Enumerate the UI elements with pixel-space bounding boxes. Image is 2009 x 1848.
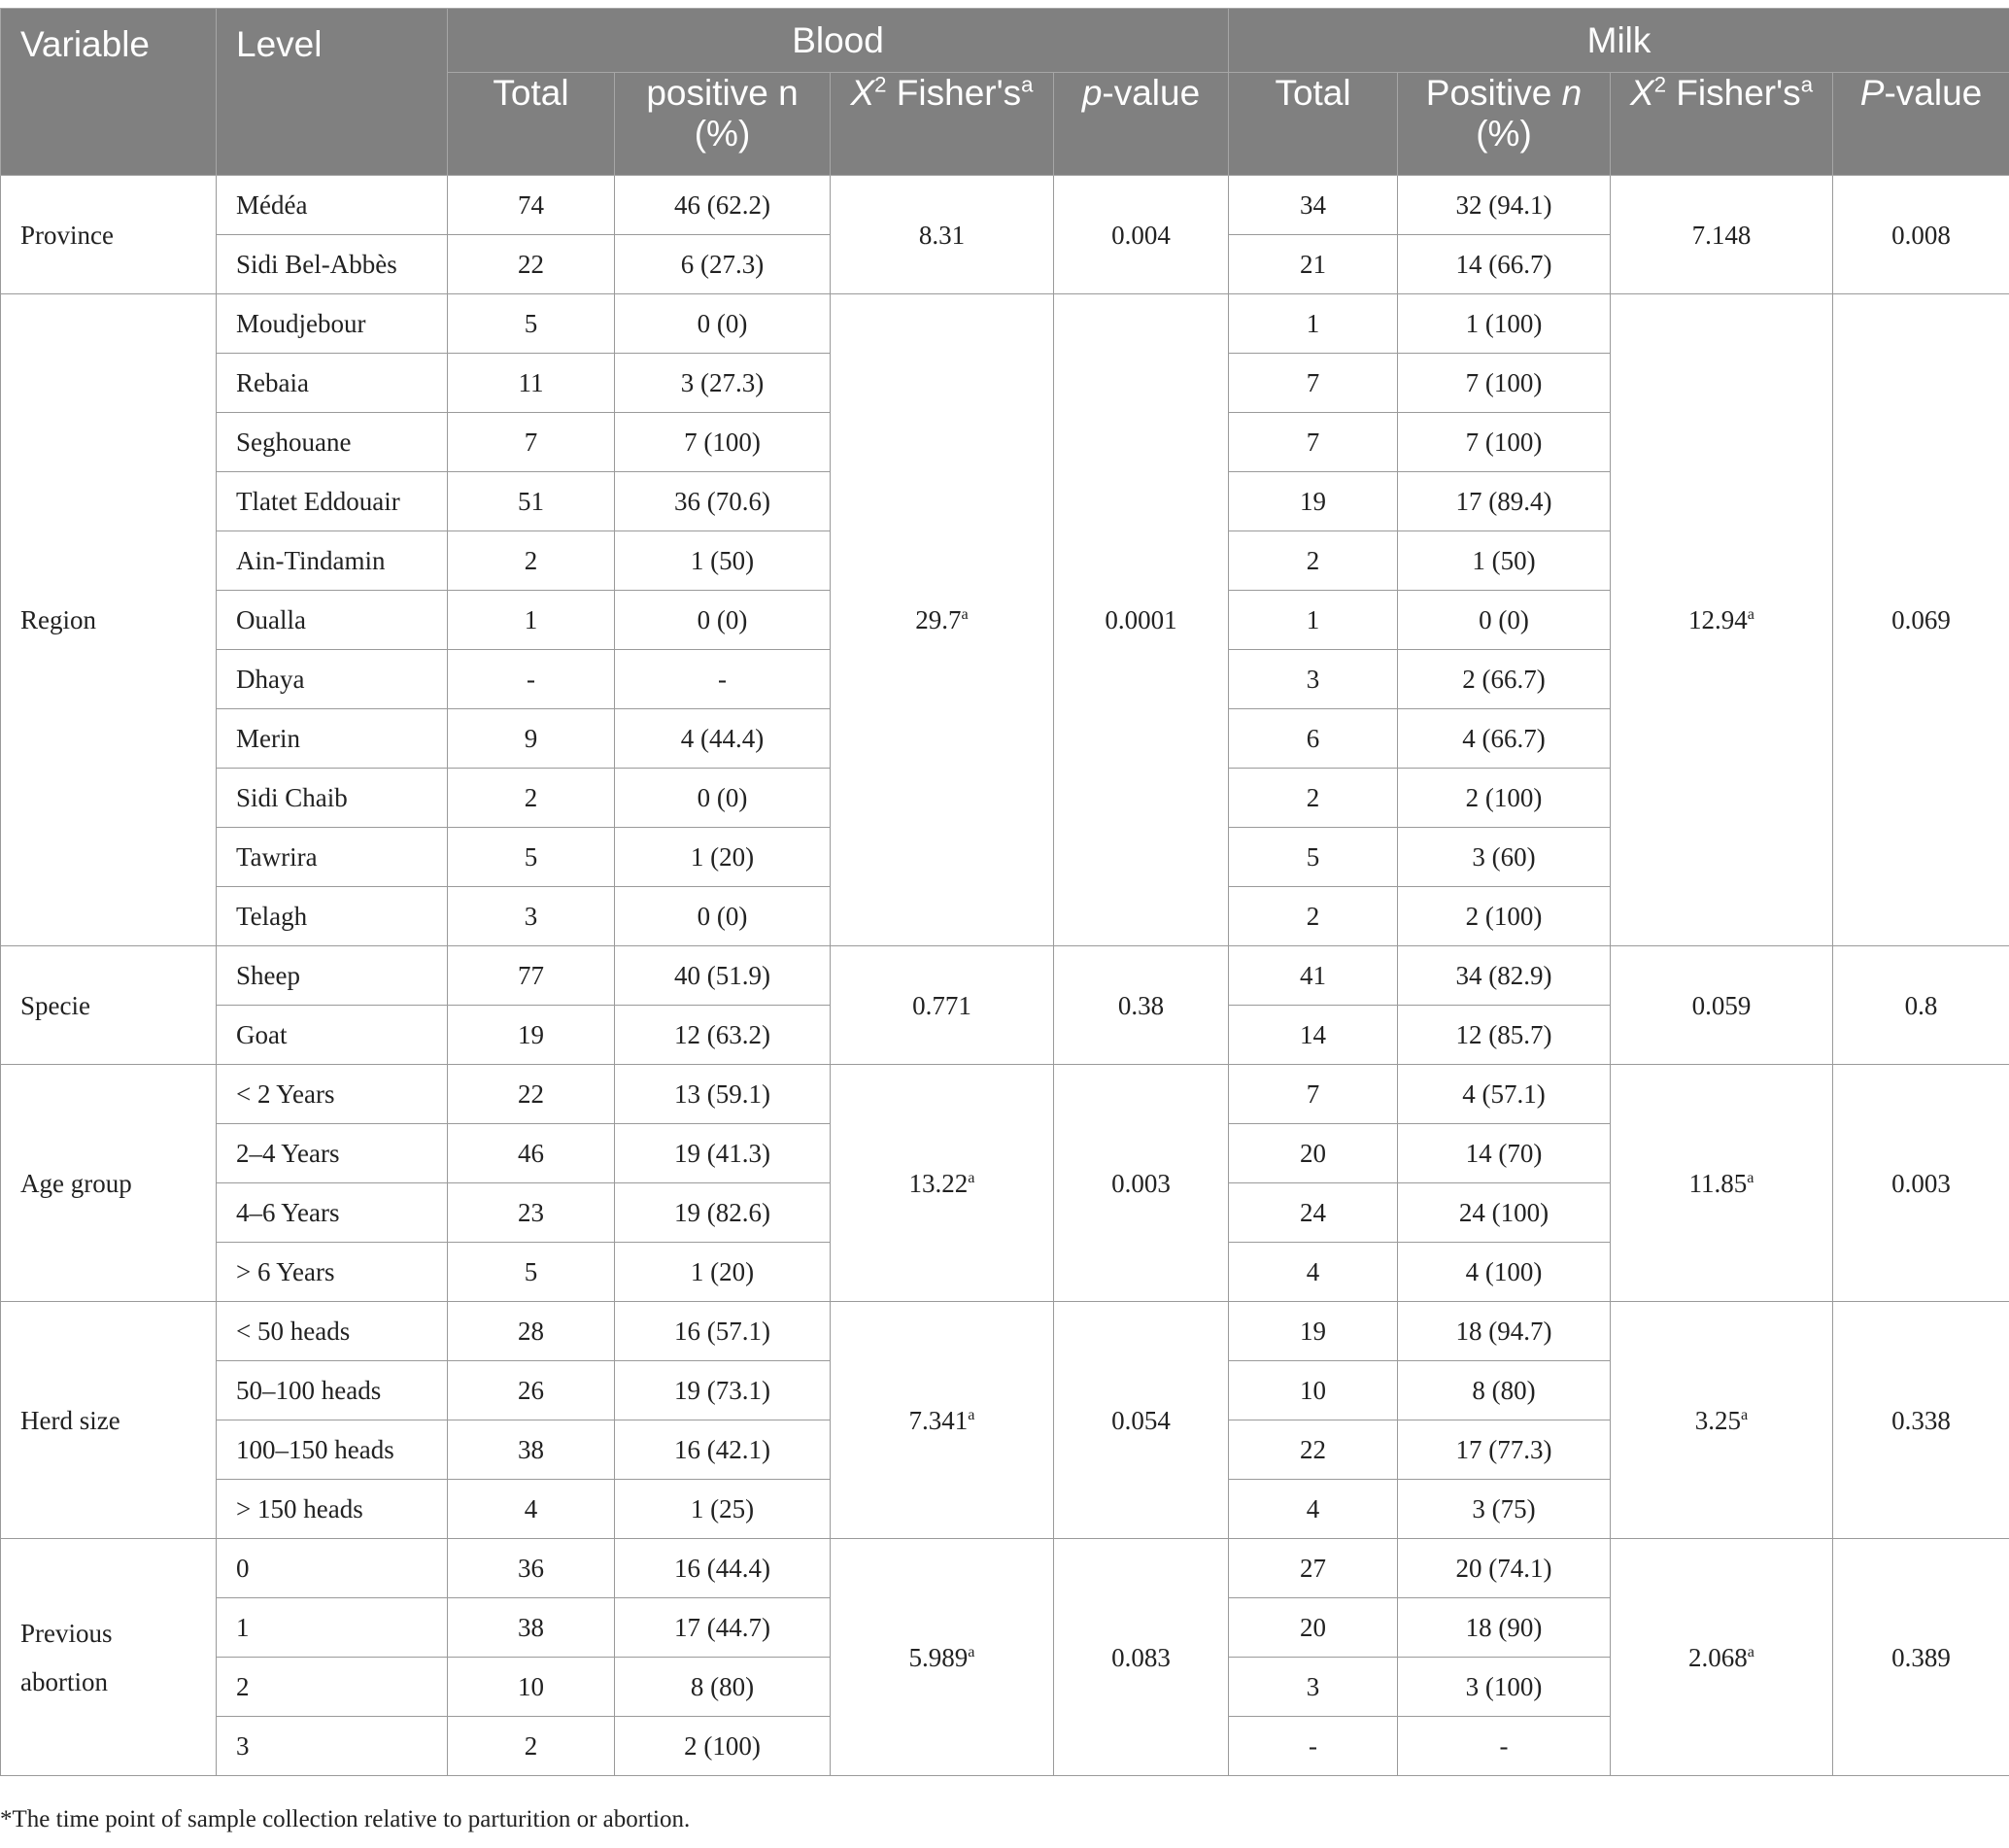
blood-x2-mark: a [968,1168,975,1186]
blood-positive-cell: 12 (63.2) [615,1006,831,1065]
header-level: Level [217,9,448,176]
milk-positive-cell: 34 (82.9) [1398,946,1611,1006]
level-cell: Ain-Tindamin [217,531,448,591]
header-milk-total: Total [1229,73,1398,176]
milk-x2-mark: a [1741,1405,1749,1423]
blood-total-cell: 2 [448,1717,615,1776]
header-blood-pvalue: p-value [1054,73,1229,176]
milk-total-cell: 2 [1229,769,1398,828]
level-cell: Seghouane [217,413,448,472]
milk-total-cell: 4 [1229,1480,1398,1539]
level-cell: Oualla [217,591,448,650]
milk-total-cell: 14 [1229,1006,1398,1065]
variable-label: Region [20,605,96,634]
blood-positive-cell: 7 (100) [615,413,831,472]
milk-total-cell: 41 [1229,946,1398,1006]
blood-x2-cell [831,1302,1054,1539]
milk-total-cell: 19 [1229,1302,1398,1361]
level-cell: > 150 heads [217,1480,448,1539]
blood-total-cell: 5 [448,294,615,354]
milk-total-cell: - [1229,1717,1398,1776]
blood-total-cell: - [448,650,615,709]
variable-cell [1,176,217,294]
milk-positive-cell: 3 (100) [1398,1658,1611,1717]
blood-pvalue-cell: 0.004 [1054,176,1229,294]
blood-positive-cell: 36 (70.6) [615,472,831,531]
milk-positive-cell: 7 (100) [1398,354,1611,413]
blood-x2-cell [831,294,1054,946]
blood-x2-mark: a [968,1405,975,1423]
milk-total-cell: 3 [1229,650,1398,709]
blood-pvalue-cell: 0.38 [1054,946,1229,1065]
milk-x2-value: 3.25 [1694,1405,1742,1435]
blood-total-cell: 22 [448,1065,615,1124]
blood-total-cell: 5 [448,1243,615,1302]
table-row [1,1065,2009,1124]
blood-positive-cell: 16 (57.1) [615,1302,831,1361]
milk-positive-cell: 3 (60) [1398,828,1611,887]
milk-x2-value: 12.94 [1688,605,1748,634]
milk-positive-cell: 4 (66.7) [1398,709,1611,769]
header-blood-x2: $X^2$ $Fisher's^a$ [831,73,1054,176]
table-row [1,1539,2009,1598]
blood-positive-cell: 3 (27.3) [615,354,831,413]
blood-positive-cell: 1 (20) [615,828,831,887]
milk-x2-cell [1611,294,1833,946]
milk-positive-cell: 0 (0) [1398,591,1611,650]
header-milk-pvalue: P-value [1833,73,2009,176]
milk-total-cell: 10 [1229,1361,1398,1420]
level-cell: Goat [217,1006,448,1065]
milk-pvalue-cell: 0.003 [1833,1065,2009,1302]
level-cell: 0 [217,1539,448,1598]
blood-total-cell: 9 [448,709,615,769]
blood-x2-cell [831,946,1054,1065]
blood-positive-cell: 13 (59.1) [615,1065,831,1124]
table-row [1,946,2009,1006]
milk-total-cell: 7 [1229,413,1398,472]
level-cell: 4–6 Years [217,1183,448,1243]
results-table-container [0,8,2009,1776]
milk-pvalue-cell: 0.008 [1833,176,2009,294]
level-cell: 2–4 Years [217,1124,448,1183]
milk-total-cell: 3 [1229,1658,1398,1717]
blood-total-cell: 11 [448,354,615,413]
level-cell: Telagh [217,887,448,946]
milk-positive-cell: 8 (80) [1398,1361,1611,1420]
level-cell: Dhaya [217,650,448,709]
header-blood: Blood [448,9,1229,73]
blood-positive-cell: 1 (25) [615,1480,831,1539]
results-table [0,8,2009,1776]
milk-total-cell: 7 [1229,354,1398,413]
milk-pvalue-cell: 0.8 [1833,946,2009,1065]
blood-positive-cell: 4 (44.4) [615,709,831,769]
milk-total-cell: 19 [1229,472,1398,531]
variable-cell [1,294,217,946]
variable-label: Province [20,220,114,250]
milk-total-cell: 4 [1229,1243,1398,1302]
blood-positive-cell: 0 (0) [615,294,831,354]
milk-x2-cell [1611,1539,1833,1776]
level-cell: Sidi Chaib [217,769,448,828]
blood-positive-cell: 46 (62.2) [615,176,831,235]
milk-positive-cell: 20 (74.1) [1398,1539,1611,1598]
blood-positive-cell: 6 (27.3) [615,235,831,294]
milk-positive-cell: - [1398,1717,1611,1776]
milk-total-cell: 22 [1229,1420,1398,1480]
blood-total-cell: 7 [448,413,615,472]
milk-positive-cell: 17 (89.4) [1398,472,1611,531]
level-cell: Médéa [217,176,448,235]
variable-cell [1,1302,217,1539]
variable-label: Previous abortion [20,1618,113,1696]
level-cell: Rebaia [217,354,448,413]
blood-positive-cell: 0 (0) [615,769,831,828]
milk-positive-cell: 18 (90) [1398,1598,1611,1658]
milk-total-cell: 21 [1229,235,1398,294]
table-header [1,9,2009,176]
milk-positive-cell: 12 (85.7) [1398,1006,1611,1065]
milk-positive-cell: 2 (100) [1398,769,1611,828]
blood-total-cell: 51 [448,472,615,531]
blood-positive-cell: 16 (42.1) [615,1420,831,1480]
variable-cell [1,1065,217,1302]
milk-total-cell: 20 [1229,1598,1398,1658]
milk-positive-cell: 17 (77.3) [1398,1420,1611,1480]
header-milk-positive: Positive n (%) [1398,73,1611,176]
blood-positive-cell: 19 (73.1) [615,1361,831,1420]
blood-positive-cell: 2 (100) [615,1717,831,1776]
milk-positive-cell: 2 (100) [1398,887,1611,946]
milk-total-cell: 1 [1229,294,1398,354]
level-cell: < 2 Years [217,1065,448,1124]
blood-positive-cell: 19 (41.3) [615,1124,831,1183]
milk-total-cell: 5 [1229,828,1398,887]
milk-x2-value: 11.85 [1688,1168,1748,1198]
milk-x2-cell [1611,1302,1833,1539]
level-cell: 50–100 heads [217,1361,448,1420]
level-cell: Merin [217,709,448,769]
blood-total-cell: 2 [448,769,615,828]
header-milk-x2: $X^2$ $Fisher's^a$ [1611,73,1833,176]
milk-positive-cell: 4 (57.1) [1398,1065,1611,1124]
table-body [1,176,2009,1776]
milk-x2-cell [1611,176,1833,294]
header-blood-positive: positive n (%) [615,73,831,176]
milk-positive-cell: 3 (75) [1398,1480,1611,1539]
blood-positive-cell: 40 (51.9) [615,946,831,1006]
blood-total-cell: 5 [448,828,615,887]
milk-x2-value: 7.148 [1691,220,1752,250]
milk-pvalue-cell: 0.389 [1833,1539,2009,1776]
level-cell: Sidi Bel-Abbès [217,235,448,294]
header-variable: Variable [1,9,217,176]
blood-total-cell: 46 [448,1124,615,1183]
blood-total-cell: 23 [448,1183,615,1243]
variable-label: Age group [20,1168,132,1198]
blood-total-cell: 19 [448,1006,615,1065]
header-blood-total: Total [448,73,615,176]
level-cell: < 50 heads [217,1302,448,1361]
milk-total-cell: 6 [1229,709,1398,769]
variable-cell [1,1539,217,1776]
blood-total-cell: 77 [448,946,615,1006]
milk-positive-cell: 1 (50) [1398,531,1611,591]
milk-x2-value: 0.059 [1691,990,1752,1020]
milk-total-cell: 2 [1229,887,1398,946]
milk-total-cell: 2 [1229,531,1398,591]
blood-positive-cell: 1 (50) [615,531,831,591]
blood-total-cell: 22 [448,235,615,294]
level-cell: Moudjebour [217,294,448,354]
table-row [1,1302,2009,1361]
milk-total-cell: 24 [1229,1183,1398,1243]
blood-pvalue-cell: 0.054 [1054,1302,1229,1539]
variable-label: Specie [20,990,90,1020]
blood-total-cell: 28 [448,1302,615,1361]
blood-x2-value: 13.22 [908,1168,969,1198]
level-cell: 1 [217,1598,448,1658]
level-cell: Tawrira [217,828,448,887]
blood-x2-mark: a [968,1642,975,1660]
blood-total-cell: 3 [448,887,615,946]
blood-positive-cell: 1 (20) [615,1243,831,1302]
blood-pvalue-cell: 0.083 [1054,1539,1229,1776]
milk-x2-mark: a [1747,605,1754,623]
blood-x2-value: 5.989 [908,1642,969,1672]
blood-x2-value: 0.771 [912,990,971,1020]
blood-pvalue-cell: 0.0001 [1054,294,1229,946]
blood-total-cell: 2 [448,531,615,591]
blood-x2-mark: a [961,605,969,623]
table-row [1,176,2009,235]
milk-x2-value: 2.068 [1688,1642,1748,1672]
milk-pvalue-cell: 0.069 [1833,294,2009,946]
blood-x2-cell [831,176,1054,294]
milk-positive-cell: 7 (100) [1398,413,1611,472]
milk-positive-cell: 1 (100) [1398,294,1611,354]
blood-total-cell: 10 [448,1658,615,1717]
blood-x2-value: 7.341 [908,1405,969,1435]
blood-positive-cell: 19 (82.6) [615,1183,831,1243]
blood-pvalue-cell: 0.003 [1054,1065,1229,1302]
blood-positive-cell: 0 (0) [615,591,831,650]
level-cell: 100–150 heads [217,1420,448,1480]
milk-total-cell: 1 [1229,591,1398,650]
blood-total-cell: 38 [448,1420,615,1480]
milk-positive-cell: 2 (66.7) [1398,650,1611,709]
blood-total-cell: 26 [448,1361,615,1420]
blood-total-cell: 74 [448,176,615,235]
blood-x2-value: 29.7 [915,605,962,634]
milk-positive-cell: 14 (70) [1398,1124,1611,1183]
level-cell: Tlatet Eddouair [217,472,448,531]
blood-total-cell: 38 [448,1598,615,1658]
blood-positive-cell: 17 (44.7) [615,1598,831,1658]
milk-pvalue-cell: 0.338 [1833,1302,2009,1539]
milk-positive-cell: 18 (94.7) [1398,1302,1611,1361]
milk-positive-cell: 14 (66.7) [1398,235,1611,294]
blood-x2-value: 8.31 [918,220,966,250]
level-cell: 2 [217,1658,448,1717]
milk-x2-cell [1611,1065,1833,1302]
variable-cell [1,946,217,1065]
milk-x2-mark: a [1747,1642,1754,1660]
milk-x2-mark: a [1747,1168,1754,1186]
level-cell: 3 [217,1717,448,1776]
blood-positive-cell: 16 (44.4) [615,1539,831,1598]
milk-positive-cell: 4 (100) [1398,1243,1611,1302]
milk-total-cell: 7 [1229,1065,1398,1124]
milk-total-cell: 27 [1229,1539,1398,1598]
milk-positive-cell: 32 (94.1) [1398,176,1611,235]
blood-x2-cell [831,1539,1054,1776]
blood-positive-cell: 0 (0) [615,887,831,946]
milk-x2-cell [1611,946,1833,1065]
variable-label: Herd size [20,1405,120,1435]
milk-total-cell: 34 [1229,176,1398,235]
blood-positive-cell: - [615,650,831,709]
blood-positive-cell: 8 (80) [615,1658,831,1717]
table-footnote: *The time point of sample collection relative to parturition or abortion. [0,1806,691,1832]
level-cell: > 6 Years [217,1243,448,1302]
blood-total-cell: 1 [448,591,615,650]
blood-total-cell: 36 [448,1539,615,1598]
table-row [1,294,2009,354]
blood-x2-cell [831,1065,1054,1302]
header-milk: Milk [1229,9,2009,73]
milk-total-cell: 20 [1229,1124,1398,1183]
blood-total-cell: 4 [448,1480,615,1539]
milk-positive-cell: 24 (100) [1398,1183,1611,1243]
level-cell: Sheep [217,946,448,1006]
